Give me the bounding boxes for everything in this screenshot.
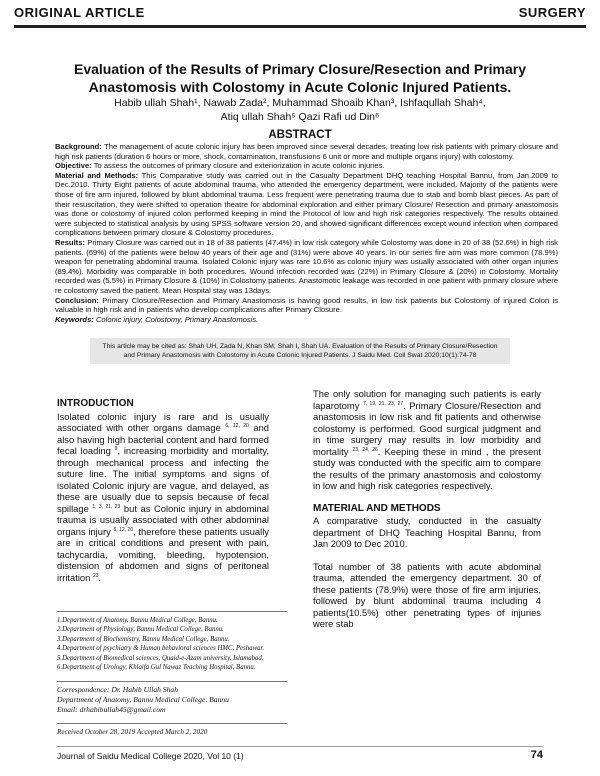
authors-line-1: Habib ullah Shah¹, Nawab Zada², Muhammad Shoaib Khan³, Ishfaqullah Shah⁴, xyxy=(114,97,486,109)
section-name: SURGERY xyxy=(518,5,586,20)
right-column xyxy=(313,388,541,630)
affiliation-item: 1.Department of Anatomy, Bannu Medical College, Bannu. xyxy=(57,617,218,624)
abstract-heading: ABSTRACT xyxy=(268,129,332,141)
running-header xyxy=(14,0,586,28)
correspondence-email[interactable]: Email: drhabibullah45@gmail.com xyxy=(57,705,166,714)
author-list xyxy=(60,96,540,124)
affiliation-item: 3.Department of Biochemistry, Bannu Medical College, Bannu. xyxy=(57,635,230,643)
affiliation-item: 2.Department of Physiology, Bannu Medical College, Bannu. xyxy=(57,626,224,634)
introduction-heading: INTRODUCTION xyxy=(57,398,134,409)
received-rule xyxy=(57,723,287,724)
affiliation-rule xyxy=(57,611,287,612)
correspondence-department: Department of Anatomy, Bannu Medical College, Bannu xyxy=(57,695,229,704)
methods-paragraph-2: Total number of 38 patients with acute abdominal trauma, attended the emergency department. 30 of these patients (78.9%) were those of fire arm injuries, followed by blunt abdominal trauma including 4 patients(10.5%) other penetrating types of injuries were stab xyxy=(313,560,541,629)
abstract-methods: Material and Methods: This Comparative study was carried out in the Casualty Department DHQ teaching Hospital Bannu, from Jan.2009 to Dec.2010. Thirty Eight patients of acute abdominal trauma, who attended the emergency department, were included. Majority of the patients were those of fire arm injured, followed by blunt abdominal trauma. Less frequent were penetrating trauma due to stab and bomb blast pieces. As part of their resuscitation, they were shifted to operation theatre for abdominal exploration and either primary Closure/ Resection and primary anastomosis was done or colostomy of injured colon performed keeping in mind the Protocol of low and high risk categories respectively. The results obtained were subjected to statistical analysis by using SPSS software version 20, and showed significant differences except wound infection when compared complications between primary closure & Colostomy procedures. xyxy=(55,170,558,238)
correspondence-rule xyxy=(57,681,287,682)
page-number: 74 xyxy=(530,749,543,761)
correspondence xyxy=(57,685,287,715)
authors-line-2: Atiq ullah Shah⁵ Qazi Rafi ud Din⁶ xyxy=(220,111,380,123)
affiliation-item: 6.Department of Urology, Khlaifa Gul Nawaz Teaching Hospital, Bannu. xyxy=(57,664,256,672)
abstract-conclusion: Conclusion: Primary Closure/Resection and Primary Anastomosis is having good results, in low risk patients but Colostomy of injured Colon is valuable in high risk and in patients who develop complications after Primary Closure. xyxy=(55,295,558,315)
journal-name: Journal of Saidu Medical College 2020, Vol 10 (1) xyxy=(57,751,244,761)
intro-continued-paragraph: The only solution for managing such patients is early laparotomy $^{7, 19, 21, 23, 27}$. Primary Closure/Resection and anastomosis in low risk and fit patients and otherwise colostomy is performed. Good surgical judgment and in time surgery may results in low morbidity and mortality $^{23, 24, 26}$. Keeping these in mind , the present study was conducted with the specific aim to compare the results of the primary anastomosis and colostomy in low and high risk categories respectively. xyxy=(313,388,542,491)
article-title: Evaluation of the Results of Primary Closure/Resection and Primary Anastomosis with Colostomy in Acute Colonic Injured Patients. xyxy=(73,61,526,95)
received-dates: Received October 28, 2019 Accepted March 2, 2020 xyxy=(57,728,208,736)
introduction-section xyxy=(57,398,269,583)
abstract-objective: Objective: To assess the outcomes of primary closure and exteriorization in acute colonic injuries. xyxy=(55,161,385,171)
abstract-body xyxy=(55,142,558,324)
affiliation-item: 4.Department of psychiatry & Human behavioral sciences HMC, Peshawar. xyxy=(57,645,265,653)
abstract-background: Background: The management of acute colonic injury has been improved since several decades, treating low risk patients with primary closure and high risk patients (duration 6 hours or more, shock, contamination, transfusions 6 unit or more and multiple organs injury) with colostomy. xyxy=(55,142,558,161)
abstract-results: Results: Primary Closure was carried out in 18 of 38 patients (47.4%) in low risk category while Colostomy was done in 20 of 38 (52.6%) in high risk patients. (69%) of the patients were below 40 years of their age and (31%) were above 40 years. In our series fire arm was more common (78.9%) weapon for penetrating abdominal trauma. Isolated Colonic injury was rare 10.6% as colonic injury was usually associated with other organ injuries (89.4%). Morbidity was comparable in both procedures. Wound infection recorded was (22%) in Primary Closure & (20%) in Colostomy. Mortality recorded was (5.5%) in Primary Closure & (10%) in Colostomy patients. Anastomotic leakage was recorded in one patient with primary closure where re colostomy saved the patient. Mean Hospital stay was 13days. xyxy=(55,237,558,295)
page-footer xyxy=(57,746,543,761)
methods-heading: MATERIAL AND METHODS xyxy=(313,502,441,514)
affiliation-item: 5.Department of Biomedical sciences, Quaid-e-Azam university, Islamabad. xyxy=(57,654,264,662)
affiliations xyxy=(57,616,287,672)
methods-paragraph-1: A comparative study, conducted in the casualty department of DHQ Teaching Hospital Bannu, from Jan 2009 to Dec 2010. xyxy=(313,515,541,549)
article-type: ORIGINAL ARTICLE xyxy=(14,5,145,20)
abstract-keywords: Keywords: Colonic injury, Colostomy, Primary Anastomosis. xyxy=(55,314,259,324)
correspondence-name: Correspondence: Dr. Habib Ullah Shah xyxy=(57,685,178,694)
introduction-paragraph: Isolated colonic injury is rare and is usually associated with other organs damage $^{6, 12, 20}$ and also having high bacterial content and hard formed fecal loading $^9$, increasing morbidity and mortality, through mechanical process and infecting the suture line. The initial symptoms and signs of isolated Colonic injury are vague, and delayed, as these are usually due to sepsis because of fecal spillage $^{1, 3, 21, 23}$ but as Colonic injury in abdominal trauma is usually associated with other abdominal organs injury $^{6, 12, 20}$, therefore these patients usually are in critical conditions and present with pain, tachycardia, vomiting, bleeding, hypotension, distension of abdomen and signs of peritoneal irritation $^{23}$. xyxy=(57,410,269,583)
citation-box: This article may be cited as: Shah UH, Zada N, Khan SM, Shah I, Shah UA. Evaluation of the Results of Primary Closure/Resection and Primary Anastomosis with Colostomy in Acute Colonic Injured Patients. J Saidu Med. Coll Swat 2020;10(1):74-78 xyxy=(90,338,510,364)
